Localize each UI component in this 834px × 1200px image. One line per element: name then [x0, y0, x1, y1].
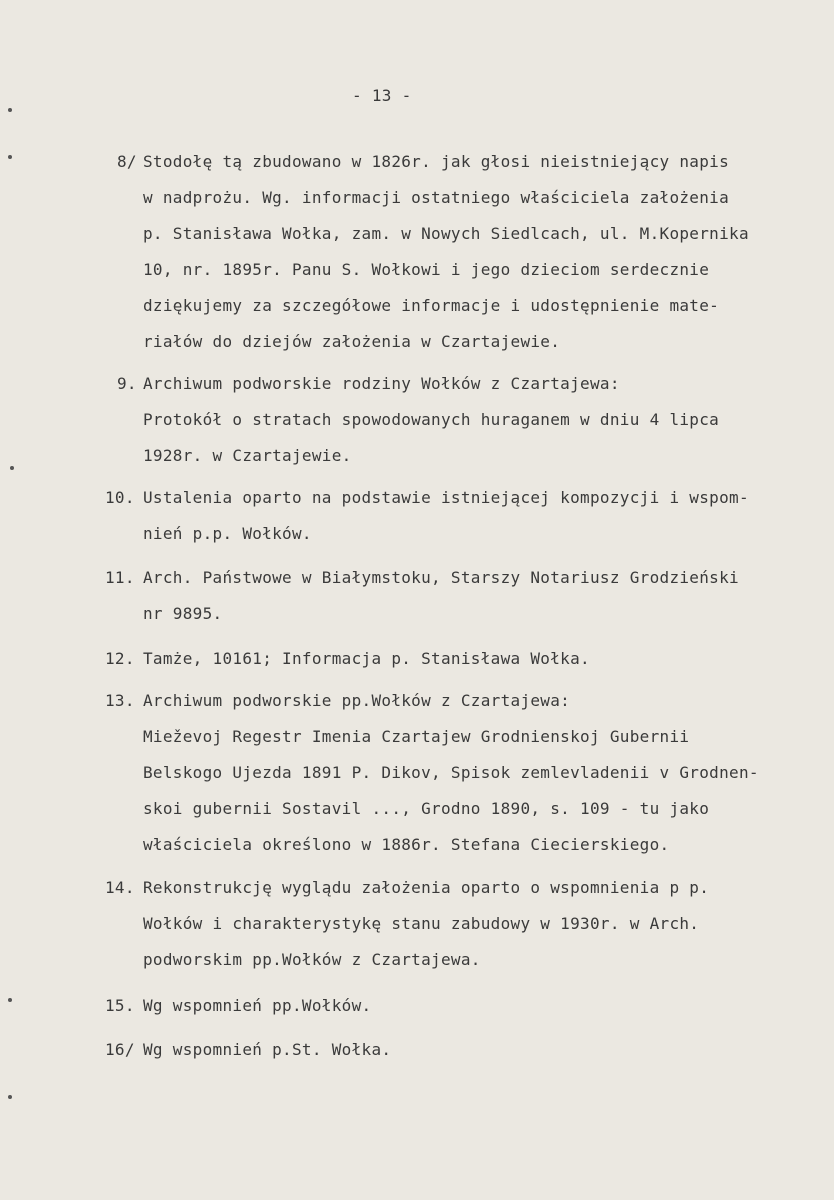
- margin-mark: [8, 108, 12, 112]
- footnote-line: Wg wspomnień pp.Wołków.: [143, 996, 372, 1015]
- footnote-line: Protokół o stratach spowodowanych huraganem w dniu 4 lipca: [143, 410, 720, 429]
- footnote-line: nr 9895.: [143, 604, 223, 623]
- margin-mark: [8, 1095, 12, 1099]
- footnote-line: podworskim pp.Wołków z Czartajewa.: [143, 950, 481, 969]
- footnote-number: 8/: [117, 152, 137, 171]
- footnote-line: nień p.p. Wołków.: [143, 524, 312, 543]
- footnote-line: p. Stanisława Wołka, zam. w Nowych Siedlcach, ul. M.Kopernika: [143, 224, 749, 243]
- footnote-line: Mieževoj Regestr Imenia Czartajew Grodnienskoj Gubernii: [143, 727, 690, 746]
- footnote-line: Archiwum podworskie pp.Wołków z Czartajewa:: [143, 691, 571, 710]
- page-number: - 13 -: [352, 86, 412, 105]
- margin-mark: [10, 466, 14, 470]
- footnote-line: w nadprożu. Wg. informacji ostatniego właściciela założenia: [143, 188, 730, 207]
- footnote-number: 10.: [105, 488, 135, 507]
- margin-mark: [8, 155, 12, 159]
- margin-mark: [8, 998, 12, 1002]
- footnote-number: 15.: [105, 996, 135, 1015]
- footnote-line: dziękujemy za szczegółowe informacje i udostępnienie mate-: [143, 296, 720, 315]
- footnote-number: 9.: [117, 374, 137, 393]
- footnote-line: Rekonstrukcję wyglądu założenia oparto o wspomnienia p p.: [143, 878, 710, 897]
- footnote-line: skoi gubernii Sostavil ..., Grodno 1890, s. 109 - tu jako: [143, 799, 710, 818]
- footnote-line: 1928r. w Czartajewie.: [143, 446, 352, 465]
- footnote-line: Arch. Państwowe w Białymstoku, Starszy Notariusz Grodzieński: [143, 568, 739, 587]
- footnote-number: 14.: [105, 878, 135, 897]
- footnote-number: 12.: [105, 649, 135, 668]
- footnote-line: Wołków i charakterystykę stanu zabudowy w 1930r. w Arch.: [143, 914, 700, 933]
- footnote-number: 11.: [105, 568, 135, 587]
- footnote-number: 13.: [105, 691, 135, 710]
- footnote-line: Tamże, 10161; Informacja p. Stanisława Wołka.: [143, 649, 590, 668]
- footnote-line: właściciela określono w 1886r. Stefana Ciecierskiego.: [143, 835, 670, 854]
- footnote-line: Ustalenia oparto na podstawie istniejącej kompozycji i wspom-: [143, 488, 749, 507]
- footnote-line: riałów do dziejów założenia w Czartajewie.: [143, 332, 561, 351]
- footnote-line: Archiwum podworskie rodziny Wołków z Czartajewa:: [143, 374, 620, 393]
- footnote-line: Stodołę tą zbudowano w 1826r. jak głosi nieistniejący napis: [143, 152, 730, 171]
- footnote-number: 16/: [105, 1040, 135, 1059]
- footnote-line: 10, nr. 1895r. Panu S. Wołkowi i jego dzieciom serdecznie: [143, 260, 710, 279]
- footnote-line: Belskogo Ujezda 1891 P. Dikov, Spisok zemlevladenii v Grodnen-: [143, 763, 759, 782]
- footnote-line: Wg wspomnień p.St. Wołka.: [143, 1040, 392, 1059]
